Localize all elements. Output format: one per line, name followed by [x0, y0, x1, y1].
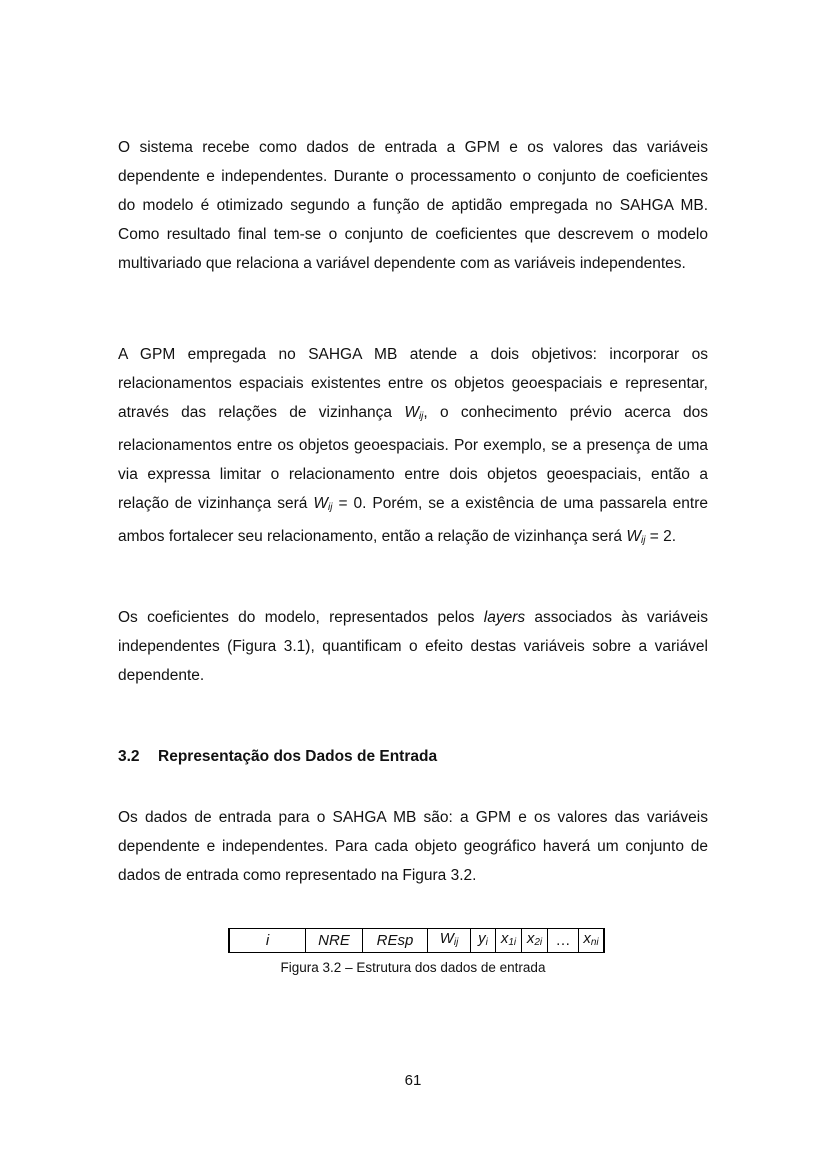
- paragraph-input-data: Os dados de entrada para o SAHGA MB são: a GPM e os valores das variáveis dependente e independentes. Para cada objeto geográfico haverá um conjunto de dados de entrada como representado na Figura 3.2.: [118, 809, 708, 884]
- w-symbol: W: [404, 404, 419, 421]
- figure-cell-yi: $y_i$: [471, 929, 496, 953]
- p2-text-c: = 0. Porém, se a existência de uma passarela entre ambos fortalecer seu relacionamento, então a relação de vizinhança será: [118, 495, 708, 545]
- figure-row: [229, 929, 604, 953]
- input-structure-figure: [228, 928, 605, 953]
- p3-text-b: associados às variáveis independentes (Figura 3.1), quantificam o efeito destas variáveis sobre a variável dependente.: [118, 609, 709, 684]
- p2-text-b: , o conhecimento prévio acerca dos relacionamentos entre os objetos geoespaciais. Por exemplo, se a presença de uma via expressa limitar o relacionamento entre dois objetos geoespaciais, então a relação de vizinhança será: [118, 404, 708, 512]
- figure-cell-ellipsis: …: [548, 929, 579, 953]
- w-subscript: ij: [418, 411, 424, 422]
- section-number: 3.2: [118, 748, 140, 765]
- p3-emphasis: layers: [483, 609, 526, 626]
- figure-cell-x2i: $x_{2i}$: [522, 929, 548, 953]
- paragraph-coefficients: [118, 603, 708, 690]
- p2-text-d: = 2.: [645, 528, 677, 545]
- p3-text-a: Os coeficientes do modelo, representados pelos: [118, 609, 484, 626]
- page-number: 61: [404, 1072, 422, 1089]
- figure-caption: Figura 3.2 – Estrutura dos dados de entrada: [280, 960, 546, 975]
- section-heading: [118, 742, 437, 771]
- figure-cell-wij: $W_{ij}$: [428, 929, 471, 953]
- w-subscript-2: ij: [328, 502, 333, 513]
- figure-cell-x1i: $x_{1i}$: [496, 929, 522, 953]
- figure-cell-xni: $x_{ni}$: [579, 929, 605, 953]
- p2-text-a: A GPM empregada no SAHGA MB atende a dois objetivos: incorporar os relacionamentos espaciais existentes entre os objetos geoespaciais e representar, através das relações de vizinhança: [118, 346, 708, 421]
- w-subscript-3: ij: [641, 535, 646, 546]
- figure-cell-resp: REsp: [363, 929, 428, 953]
- section-title: Representação dos Dados de Entrada: [158, 748, 438, 765]
- figure-cell-i: i: [229, 929, 306, 953]
- w-symbol-2: W: [313, 495, 329, 512]
- w-symbol-3: W: [626, 528, 641, 545]
- figure-cell-nre: NRE: [306, 929, 363, 953]
- paragraph-intro: O sistema recebe como dados de entrada a GPM e os valores das variáveis dependente e independentes. Durante o processamento o conjunto de coeficientes do modelo é otimizado segundo a função de aptidão empregada no SAHGA MB. Como resultado final tem-se o conjunto de coeficientes que descrevem o modelo multivariado que relaciona a variável dependente com as variáveis independentes.: [118, 139, 708, 272]
- paragraph-gpm: [118, 340, 708, 555]
